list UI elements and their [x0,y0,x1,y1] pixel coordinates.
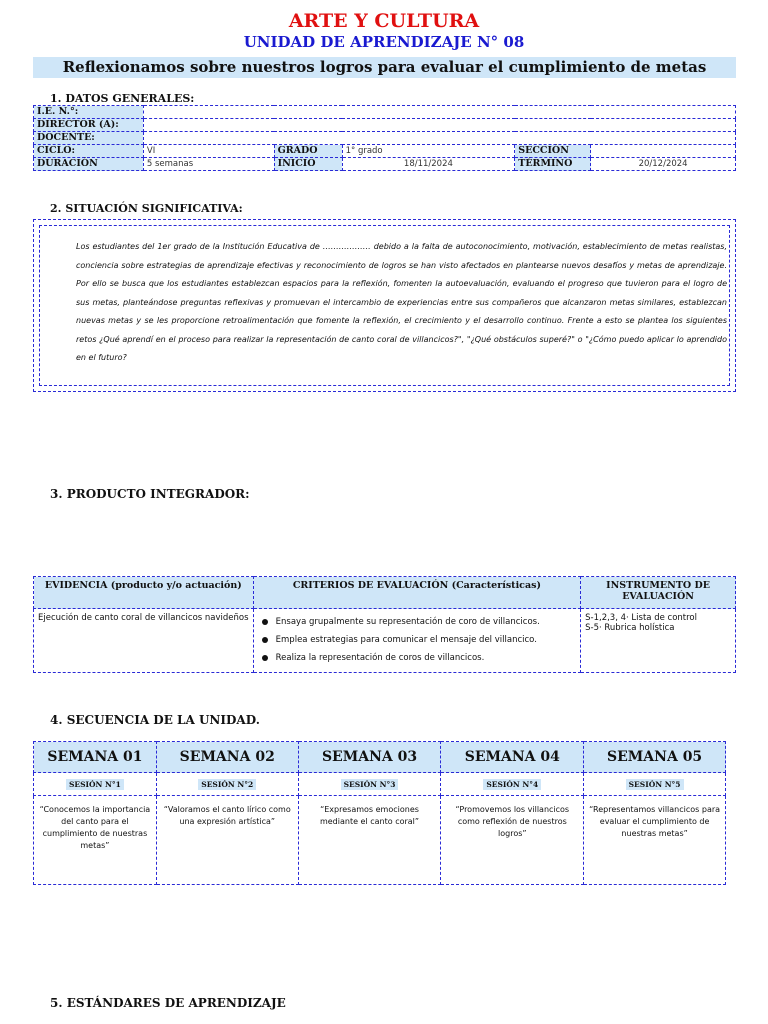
duracion-label: DURACIÓN [34,158,144,171]
estandares-heading: 5. ESTÁNDARES DE APRENDIZAJE [50,996,286,1010]
instrumento-2: S-5· Rubrica holística [585,623,675,633]
col-instrumento: INSTRUMENTO DE EVALUACIÓN [581,577,736,609]
week-header: SEMANA 01 [34,742,157,773]
session-description: “Valoramos el canto lírico como una expresión artística” [156,796,298,885]
unit-title: UNIDAD DE APRENDIZAJE N° 08 [243,33,525,51]
ciclo-label: CICLO: [34,145,144,158]
seccion-label: SECCIÓN [515,145,591,158]
secuencia-heading: 4. SECUENCIA DE LA UNIDAD. [50,713,260,727]
grado-label: GRADO [274,145,342,158]
session-cell [441,773,584,796]
week-header: SEMANA 05 [584,742,726,773]
session-label: SESIÓN N°2 [198,779,256,790]
evidencia-cell: Ejecución de canto coral de villancicos navideños [34,609,254,673]
session-label: SESIÓN N°1 [66,779,124,790]
week-header: SEMANA 04 [441,742,584,773]
instrumento-cell [581,609,736,673]
session-cell [156,773,298,796]
session-description: “Expresamos emociones mediante el canto coral” [298,796,441,885]
termino-value: 20/12/2024 [591,158,736,171]
director-label: DIRECTOR (A): [34,119,144,132]
docente-label: DOCENTE: [34,132,144,145]
situacion-box [33,219,736,392]
ie-label: I.E. N.°: [34,106,144,119]
col-evidencia: EVIDENCIA (producto y/o actuación) [34,577,254,609]
col-criterios: CRITERIOS DE EVALUACIÓN (Características) [253,577,580,609]
criterios-table [33,576,736,673]
criterio-item: Emplea estrategias para comunicar el mensaje del villancico. [276,631,576,649]
duracion-value: 5 semanas [143,158,274,171]
situacion-heading: 2. SITUACIÓN SIGNIFICATIVA: [50,202,243,215]
situacion-text: Los estudiantes del 1er grado de la Institución Educativa de ……………… debido a la falta de autoconocimiento, motivación, establecimiento de metas realistas, conciencia sobre estrategias de aprendizaje efectivas y reconocimiento de logros se han visto afectados en plantearse nuevos desafíos y metas de aprendizaje. Por ello se busca que los estudiantes establezcan espacios para la reflexión, fomenten la autoevaluación, evaluando el progreso que tuvieron para el logro de sus metas, planteándose preguntas reflexivas y promuevan el intercambio de experiencias entre sus compañeros que alcanzaron metas similares, establezcan nuevas metas y se les proporcione retroalimentación que fomente la reflexión, el crecimiento y el desarrollo continuo. Frente a esto se plantea los siguientes retos ¿Qué aprendí en el proceso para realizar la representación de canto coral de villancicos?", "¿Qué obstáculos superé?" o "¿Cómo puedo aplicar lo aprendido en el futuro? [76,242,727,362]
criterios-cell [253,609,580,673]
session-label: SESIÓN N°3 [341,779,399,790]
ie-value [143,106,735,119]
session-cell [34,773,157,796]
document-title: ARTE Y CULTURA [288,10,480,32]
week-header: SEMANA 02 [156,742,298,773]
grado-value: 1° grado [342,145,515,158]
criterio-item: Realiza la representación de coros de villancicos. [276,649,576,667]
session-cell [584,773,726,796]
session-description: “Promovemos los villancicos como reflexión de nuestros logros” [441,796,584,885]
session-description: “Conocemos la importancia del canto para el cumplimiento de nuestras metas” [34,796,157,885]
session-description: “Representamos villancicos para evaluar el cumplimiento de nuestras metas” [584,796,726,885]
week-header: SEMANA 03 [298,742,441,773]
secuencia-table [33,741,726,885]
producto-heading: 3. PRODUCTO INTEGRADOR: [50,487,250,501]
session-label: SESIÓN N°5 [626,779,684,790]
director-value [143,119,735,132]
inicio-label: INICIO [274,158,342,171]
datos-generales-table [33,105,736,171]
unit-banner: Reflexionamos sobre nuestros logros para evaluar el cumplimiento de metas [33,57,736,78]
datos-generales-heading: 1. DATOS GENERALES: [50,92,195,105]
session-label: SESIÓN N°4 [483,779,541,790]
ciclo-value: VI [143,145,274,158]
seccion-value [591,145,736,158]
inicio-value: 18/11/2024 [342,158,515,171]
instrumento-1: S-1,2,3, 4· Lista de control [585,613,697,623]
criterio-item: Ensaya grupalmente su representación de coro de villancicos. [276,613,576,631]
session-cell [298,773,441,796]
termino-label: TÉRMINO [515,158,591,171]
docente-value [143,132,735,145]
